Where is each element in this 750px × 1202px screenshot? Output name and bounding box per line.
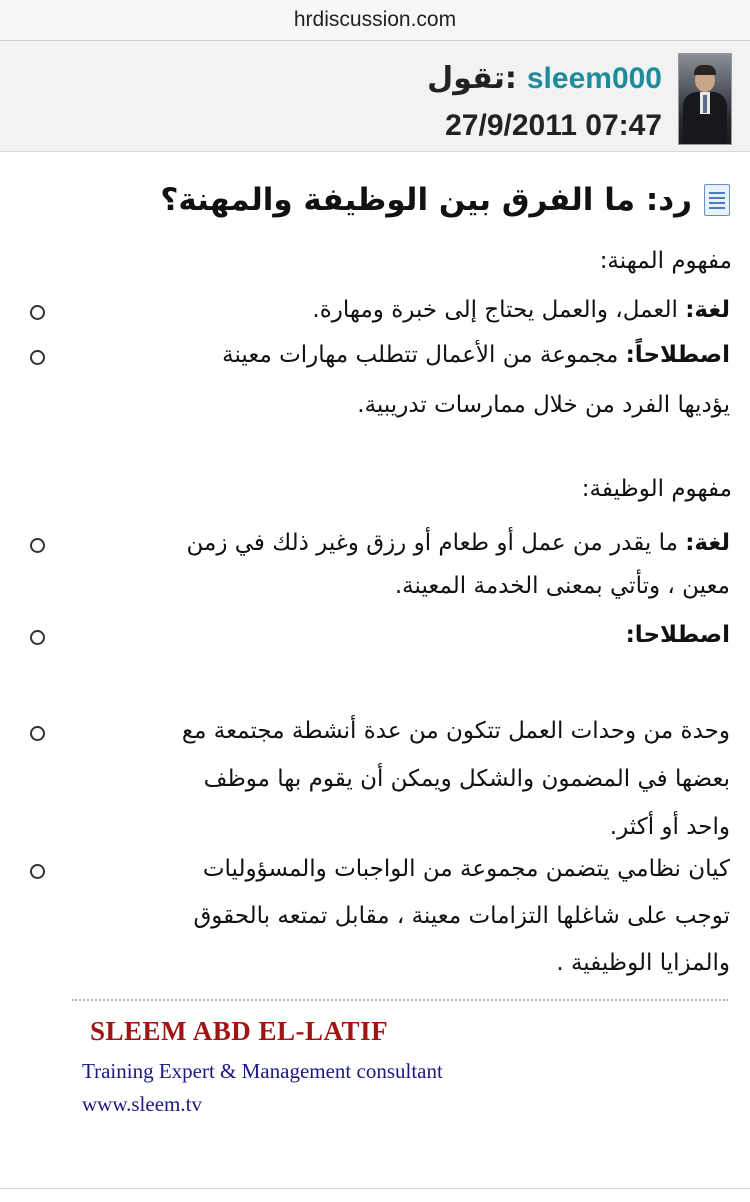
- bullet-icon: [30, 630, 45, 645]
- item-text-line1: وحدة من وحدات العمل تتكون من عدة أنشطة مجتمعة مع: [181, 718, 730, 744]
- item-lead: لغة:: [685, 530, 730, 556]
- post-header: [0, 41, 750, 152]
- bullet-icon: [30, 350, 45, 365]
- username-link[interactable]: sleem000: [526, 62, 662, 95]
- says-label: تقول:: [427, 61, 517, 96]
- item-text-line2: معين ، وتأتي بمعنى الخدمة المعينة.: [394, 573, 730, 599]
- signature-website[interactable]: www.sleem.tv: [82, 1092, 202, 1116]
- post-title: [160, 182, 730, 218]
- list-item: [30, 336, 730, 425]
- item-text-line2: توجب على شاغلها التزامات معينة ، مقابل تمتعه بالحقوق: [193, 903, 730, 929]
- item-text-line1: كيان نظامي يتضمن مجموعة من الواجبات والمسؤوليات: [202, 856, 730, 882]
- author-line: [427, 61, 662, 96]
- item-lead: لغة:: [685, 297, 730, 323]
- item-text: العمل، والعمل يحتاج إلى خبرة ومهارة.: [312, 297, 686, 323]
- item-text: مجموعة من الأعمال تتطلب مهارات معينة: [222, 342, 626, 368]
- bullet-icon: [30, 538, 45, 553]
- address-bar[interactable]: [0, 0, 750, 41]
- post-title-text: رد: ما الفرق بين الوظيفة والمهنة؟: [160, 182, 692, 218]
- item-text-line3: واحد أو أكثر.: [609, 814, 730, 840]
- document-icon: [704, 184, 730, 216]
- item-text: ما يقدر من عمل أو طعام أو رزق وغير ذلك في زمن: [186, 530, 686, 556]
- avatar[interactable]: [678, 53, 732, 145]
- post-date: 27/9/2011 07:47: [445, 109, 662, 142]
- job-heading: مفهوم الوظيفة:: [581, 476, 732, 502]
- list-item: [30, 524, 730, 606]
- signature-name: SLEEM ABD EL-LATIF: [90, 1016, 389, 1046]
- item-text-line3: والمزايا الوظيفية .: [556, 950, 730, 976]
- item-text-line2: يؤديها الفرد من خلال ممارسات تدريبية.: [357, 392, 730, 418]
- bullet-icon: [30, 726, 45, 741]
- signature-divider: [72, 999, 728, 1001]
- url-text[interactable]: hrdiscussion.com: [293, 8, 457, 31]
- bottom-divider: [0, 1188, 750, 1189]
- list-item: [30, 707, 730, 851]
- item-text-line2: بعضها في المضمون والشكل ويمكن أن يقوم بها موظف: [203, 766, 730, 792]
- bullet-icon: [30, 864, 45, 879]
- list-item: [30, 846, 730, 987]
- list-item: [30, 616, 730, 655]
- item-lead: اصطلاحاً:: [625, 342, 730, 368]
- bullet-icon: [30, 305, 45, 320]
- profession-heading: مفهوم المهنة:: [599, 248, 732, 274]
- signature-role: Training Expert & Management consultant: [82, 1059, 443, 1083]
- list-item: [30, 291, 730, 330]
- item-lead: اصطلاحا:: [625, 622, 730, 648]
